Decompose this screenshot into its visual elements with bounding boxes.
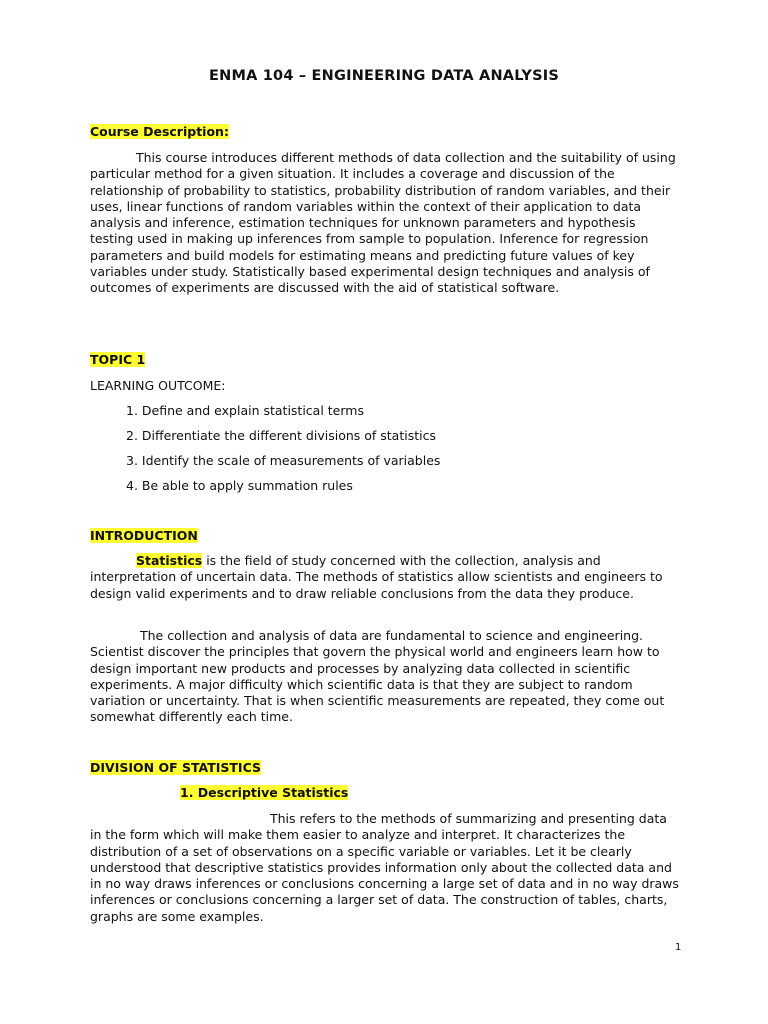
topic-heading-text: TOPIC 1 bbox=[90, 352, 146, 367]
page-number: 1 bbox=[675, 942, 682, 953]
course-description-text: This course introduces different methods of data collection and the suitability of using particular method for a given situation. It includes a coverage and discussion of the relationship of probability to statistics, probability distribution of random variables, and their uses, linear functions of random variables within the context of their application to data analysis and inference, estimation techniques for unknown parameters and hypothesis testing used in making up inferences from sample to population. Inference for regression parameters and build models for estimating means and predicting future values of key variables under study. Statistically based experimental design techniques and analysis of outcomes of experiments are discussed with the aid of statistical software. bbox=[90, 150, 676, 296]
topic-heading bbox=[90, 352, 145, 368]
descriptive-statistics-heading-text: 1. Descriptive Statistics bbox=[180, 785, 349, 800]
descriptive-statistics-heading bbox=[180, 785, 348, 801]
learning-outcome-label: LEARNING OUTCOME: bbox=[90, 378, 226, 393]
document-title: ENMA 104 – ENGINEERING DATA ANALYSIS bbox=[209, 68, 559, 84]
statistics-term: Statistics bbox=[136, 553, 203, 568]
outcome-item-4: 4. Be able to apply summation rules bbox=[126, 478, 353, 493]
outcome-item-2: 2. Differentiate the different divisions of statistics bbox=[126, 428, 436, 443]
introduction-paragraph-2-text: The collection and analysis of data are fundamental to science and engineering. Scientist discover the principles that govern the physical world and engineers learn how to design important new products and processes by analyzing data collected in scientific experiments. A major difficulty which scientific data is that they are subject to random variation or uncertainty. That is when scientific measurements are repeated, they come out somewhat differently each time. bbox=[90, 628, 665, 725]
outcome-item-3: 3. Identify the scale of measurements of variables bbox=[126, 453, 441, 468]
division-heading-text: DIVISION OF STATISTICS bbox=[90, 760, 261, 775]
introduction-paragraph-1 bbox=[90, 553, 682, 602]
descriptive-statistics-paragraph bbox=[90, 811, 682, 925]
introduction-heading bbox=[90, 528, 198, 544]
introduction-paragraph-2 bbox=[90, 628, 682, 726]
introduction-heading-text: INTRODUCTION bbox=[90, 528, 198, 543]
descriptive-statistics-text: This refers to the methods of summarizing and presenting data in the form which will make them easier to analyze and interpret. It characterizes the distribution of a set of observations on a specific variable or variables. Let it be clearly understood that descriptive statistics provides information only about the collected data and in no way draws inferences or conclusions concerning a large set of data and in no way draws inferences or conclusions concerning a larger set of data. The construction of tables, charts, graphs are some examples. bbox=[90, 811, 679, 924]
course-description-paragraph bbox=[90, 150, 682, 297]
course-description-heading-text: Course Description: bbox=[90, 124, 229, 139]
course-description-heading bbox=[90, 124, 229, 140]
introduction-paragraph-1-text: is the field of study concerned with the collection, analysis and interpretation of uncertain data. The methods of statistics allow scientists and engineers to design valid experiments and to draw reliable conclusions from the data they produce. bbox=[90, 553, 663, 601]
outcome-item-1: 1. Define and explain statistical terms bbox=[126, 403, 364, 418]
division-heading bbox=[90, 760, 261, 776]
